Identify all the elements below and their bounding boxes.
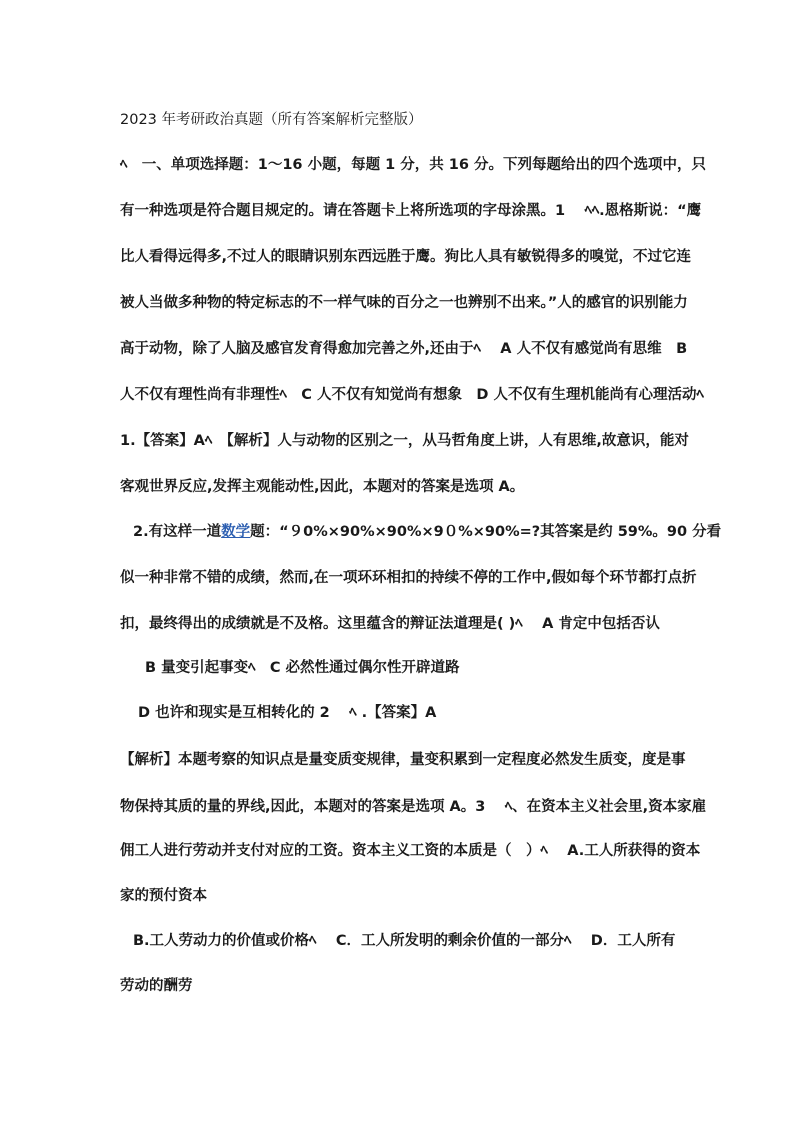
text-line: 被人当做多种物的特定标志的不一样气味的百分之一也辨别不出来。”人的感官的识别能力 xyxy=(120,295,688,311)
text-line: B 量变引起事变ﾍ C 必然性通过偶尔性开辟道路 xyxy=(145,660,460,676)
text-segment: 2.有这样一道 xyxy=(133,524,222,540)
text-line: 劳动的酬劳 xyxy=(120,978,193,994)
text-line: 【解析】本题考察的知识点是量变质变规律，量变积累到一定程度必然发生质变，度是事 xyxy=(120,752,686,768)
text-line: 家的预付资本 xyxy=(120,888,207,904)
text-line: ﾍ 一、单项选择题：1～16 小题，每题 1 分，共 16 分。下列每题给出的四个选项中，只 xyxy=(120,157,707,173)
text-segment: 题：“９0%×90%×90%×9０%×90%=?其答案是约 59%。90 分看 xyxy=(250,524,722,540)
text-line: B.工人劳动力的价值或价格ﾍ C．工人所发明的剩余价值的一部分ﾍ D．工人所有 xyxy=(133,933,676,949)
text-line: 高于动物，除了人脑及感官发育得愈加完善之外,还由于ﾍ A 人不仅有感觉尚有思维 B xyxy=(120,341,688,357)
text-line: D 也许和现实是互相转化的 2 ﾍ .【答案】A xyxy=(138,705,437,721)
text-line: 有一种选项是符合题目规定的。请在答题卡上将所选项的字母涂黑。1 ﾍﾍ.恩格斯说：“鹰 xyxy=(120,203,702,219)
text-line: 1.【答案】Aﾍ 【解析】人与动物的区别之一，从马哲角度上讲，人有思维,故意识，能对 xyxy=(120,433,689,449)
math-link[interactable]: 数学 xyxy=(221,524,251,540)
text-line: 客观世界反应,发挥主观能动性,因此，本题对的答案是选项 A。 xyxy=(120,479,525,495)
question-2-line xyxy=(133,522,721,542)
page-title: 2023 年考研政治真题（所有答案解析完整版） xyxy=(120,112,423,128)
text-line: 似一种非常不错的成绩，然而,在一项环环相扣的持续不停的工作中,假如每个环节都打点折 xyxy=(120,570,697,586)
text-line: 比人看得远得多,不过人的眼睛识别东西远胜于鹰。狗比人具有敏锐得多的嗅觉，不过它连 xyxy=(120,249,692,265)
text-line: 佣工人进行劳动并支付对应的工资。资本主义工资的本质是（ ）ﾍ A.工人所获得的资本 xyxy=(120,843,701,859)
text-line: 人不仅有理性尚有非理性ﾍ C 人不仅有知觉尚有想象 D 人不仅有生理机能尚有心理活动ﾍ xyxy=(120,387,704,403)
text-line: 物保持其质的量的界线,因此，本题对的答案是选项 A。3 ﾍ、在资本主义社会里,资本家雇 xyxy=(120,799,707,815)
text-line: 扣，最终得出的成绩就是不及格。这里蕴含的辩证法道理是( )ﾍ A 肯定中包括否认 xyxy=(120,616,660,632)
